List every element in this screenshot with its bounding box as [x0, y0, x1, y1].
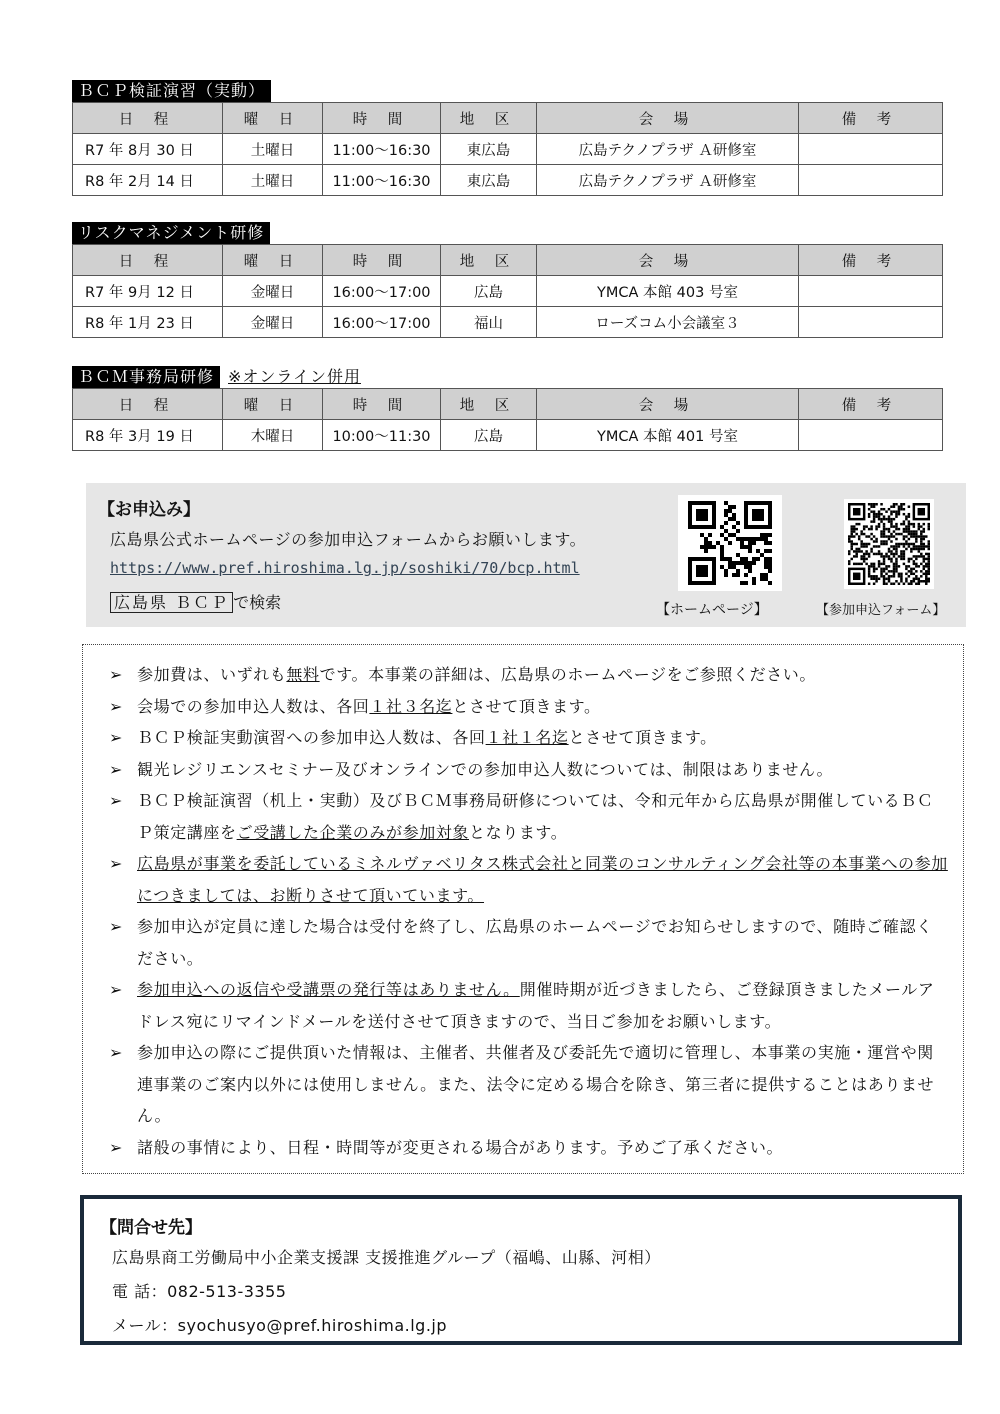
note-text: 参加申込の際にご提供頂いた情報は、主催者、共催者及び委託先で適切に管理し、本事業の実施・運営や関連事業のご案内以外には使用しません。また、法令に定める場合を除き、第三者に提供することはありません。 — [137, 1043, 935, 1125]
section-risk-management — [72, 222, 942, 338]
table-header-row — [73, 389, 943, 420]
header-time: 時 間 — [323, 389, 441, 420]
cell-venue: YMCA 本館 403 号室 — [537, 276, 799, 307]
cell-date: R7 年 8月 30 日 — [73, 134, 223, 165]
section-bcp-drill — [72, 80, 942, 196]
table-row — [73, 276, 943, 307]
header-venue: 会 場 — [537, 389, 799, 420]
note-item — [109, 754, 949, 786]
arrow-bullet-icon: ➢ — [109, 1043, 124, 1062]
section-bcm-office — [72, 364, 942, 451]
table-row — [73, 165, 943, 196]
header-weekday: 曜 日 — [223, 245, 323, 276]
note-emphasis: 広島県が事業を委託しているミネルヴァベリタス株式会社と同業のコンサルティング会社等の本事業への参加につきましては、お断りさせて頂いています。 — [137, 854, 948, 905]
header-area: 地 区 — [441, 389, 537, 420]
section-title: ＢＣＰ検証演習（実動） — [72, 80, 271, 102]
note-text: ＢＣＰ検証演習（机上・実動）及びＢＣＭ事務局研修については、令和元年から広島県が開催しているＢＣＰ策定講座を — [137, 791, 934, 842]
search-suffix: で検索 — [233, 593, 282, 612]
contact-org: 広島県商工労働局中小企業支援課 支援推進グループ（福嶋、山縣、河相） — [112, 1248, 661, 1267]
cell-area: 東広島 — [441, 134, 537, 165]
header-area: 地 区 — [441, 245, 537, 276]
arrow-bullet-icon: ➢ — [109, 980, 124, 999]
header-weekday: 曜 日 — [223, 103, 323, 134]
note-text: 参加費は、いずれも — [137, 665, 287, 684]
note-text: とさせて頂きます。 — [452, 696, 601, 716]
table-row — [73, 307, 943, 338]
table-row — [73, 420, 943, 451]
header-date: 日 程 — [73, 103, 223, 134]
cell-time: 11:00～16:30 — [323, 134, 441, 165]
search-keyword-box: 広島県 ＢＣＰ — [110, 592, 233, 613]
note-text: 観光レジリエンスセミナー及びオンラインでの参加申込人数については、制限はありません。 — [137, 759, 834, 779]
contact-box — [80, 1195, 962, 1345]
header-venue: 会 場 — [537, 245, 799, 276]
cell-venue: ローズコム小会議室３ — [537, 307, 799, 338]
note-text: 参加申込が定員に達した場合は受付を終了し、広島県のホームページでお知らせしますので、随時ご確認ください。 — [137, 917, 933, 968]
note-emphasis: 参加申込への返信や受講票の発行等はありません。 — [137, 980, 520, 999]
note-emphasis: 無料 — [286, 665, 320, 684]
cell-venue: YMCA 本館 401 号室 — [537, 420, 799, 451]
notes-list — [83, 645, 963, 1163]
homepage-qr-code[interactable] — [678, 495, 782, 591]
arrow-bullet-icon: ➢ — [109, 759, 124, 779]
cell-time: 11:00～16:30 — [323, 165, 441, 196]
header-venue: 会 場 — [537, 103, 799, 134]
notes-box — [82, 644, 964, 1174]
cell-area: 広島 — [441, 276, 537, 307]
note-item — [109, 691, 949, 723]
cell-remarks — [799, 276, 943, 307]
note-item — [109, 974, 949, 1037]
cell-time: 16:00～17:00 — [323, 276, 441, 307]
note-emphasis: １社１名迄 — [485, 728, 569, 747]
cell-area: 東広島 — [441, 165, 537, 196]
schedule-table — [72, 244, 943, 338]
note-text: とさせて頂きます。 — [568, 728, 717, 747]
cell-weekday: 金曜日 — [223, 276, 323, 307]
header-area: 地 区 — [441, 103, 537, 134]
cell-time: 10:00～11:30 — [323, 420, 441, 451]
header-remarks: 備 考 — [799, 389, 943, 420]
cell-area: 広島 — [441, 420, 537, 451]
note-item — [109, 911, 949, 974]
cell-remarks — [799, 165, 943, 196]
header-time: 時 間 — [323, 245, 441, 276]
note-text: です。本事業の詳細は、広島県のホームページをご参照ください。 — [319, 665, 817, 684]
arrow-bullet-icon: ➢ — [109, 696, 124, 716]
header-time: 時 間 — [323, 103, 441, 134]
table-header-row — [73, 103, 943, 134]
section-title: リスクマネジメント研修 — [72, 222, 270, 244]
schedule-table — [72, 102, 943, 196]
section-title: ＢＣＭ事務局研修 — [72, 366, 220, 388]
cell-weekday: 木曜日 — [223, 420, 323, 451]
homepage-qr-label: 【ホームページ】 — [656, 602, 768, 618]
contact-heading: 【問合せ先】 — [100, 1218, 202, 1238]
cell-weekday: 金曜日 — [223, 307, 323, 338]
note-item — [109, 848, 949, 911]
application-box — [86, 483, 966, 627]
table-header-row — [73, 245, 943, 276]
note-item — [109, 722, 949, 754]
arrow-bullet-icon: ➢ — [109, 665, 124, 684]
cell-weekday: 土曜日 — [223, 165, 323, 196]
cell-date: R7 年 9月 12 日 — [73, 276, 223, 307]
apply-url-link[interactable]: https://www.pref.hiroshima.lg.jp/soshiki/70/bcp.html — [110, 559, 580, 577]
arrow-bullet-icon: ➢ — [109, 1137, 124, 1157]
cell-weekday: 土曜日 — [223, 134, 323, 165]
form-qr-code[interactable] — [844, 499, 934, 589]
note-text: となります。 — [469, 822, 568, 842]
header-remarks: 備 考 — [799, 245, 943, 276]
cell-date: R8 年 1月 23 日 — [73, 307, 223, 338]
note-item — [109, 659, 949, 691]
search-hint — [110, 590, 281, 613]
note-text: 会場での参加申込人数は、各回 — [137, 696, 370, 716]
cell-area: 福山 — [441, 307, 537, 338]
form-qr-label: 【参加申込フォーム】 — [816, 603, 946, 618]
note-item — [109, 785, 949, 848]
table-row — [73, 134, 943, 165]
cell-remarks — [799, 420, 943, 451]
contact-tel: 電 話：082-513-3355 — [112, 1282, 287, 1301]
cell-time: 16:00～17:00 — [323, 307, 441, 338]
note-text: 開催時期が近づきましたら、ご登録頂きましたメールアドレス宛にリマインドメールを送付させて頂きますので、当日ご参加をお願いします。 — [137, 980, 935, 1031]
apply-text: 広島県公式ホームページの参加申込フォームからお願いします。 — [110, 530, 587, 549]
arrow-bullet-icon: ➢ — [109, 791, 124, 810]
apply-heading: 【お申込み】 — [98, 500, 200, 520]
arrow-bullet-icon: ➢ — [109, 917, 124, 936]
arrow-bullet-icon: ➢ — [109, 728, 124, 747]
header-date: 日 程 — [73, 389, 223, 420]
note-emphasis: １社３名迄 — [369, 696, 453, 716]
online-note: ※オンライン併用 — [228, 367, 361, 386]
cell-date: R8 年 3月 19 日 — [73, 420, 223, 451]
note-item — [109, 1132, 949, 1164]
cell-venue: 広島テクノプラザ Ａ研修室 — [537, 134, 799, 165]
note-text: ＢＣＰ検証実動演習への参加申込人数は、各回 — [137, 728, 486, 747]
cell-remarks — [799, 134, 943, 165]
header-date: 日 程 — [73, 245, 223, 276]
arrow-bullet-icon: ➢ — [109, 854, 124, 873]
schedule-table — [72, 388, 943, 451]
cell-date: R8 年 2月 14 日 — [73, 165, 223, 196]
cell-venue: 広島テクノプラザ Ａ研修室 — [537, 165, 799, 196]
note-emphasis: ご受講した企業のみが参加対象 — [236, 822, 470, 842]
header-weekday: 曜 日 — [223, 389, 323, 420]
contact-mail: メール：syochusyo@pref.hiroshima.lg.jp — [112, 1316, 448, 1335]
note-item — [109, 1037, 949, 1132]
header-remarks: 備 考 — [799, 103, 943, 134]
note-text: 諸般の事情により、日程・時間等が変更される場合があります。予めご了承ください。 — [137, 1137, 784, 1157]
cell-remarks — [799, 307, 943, 338]
